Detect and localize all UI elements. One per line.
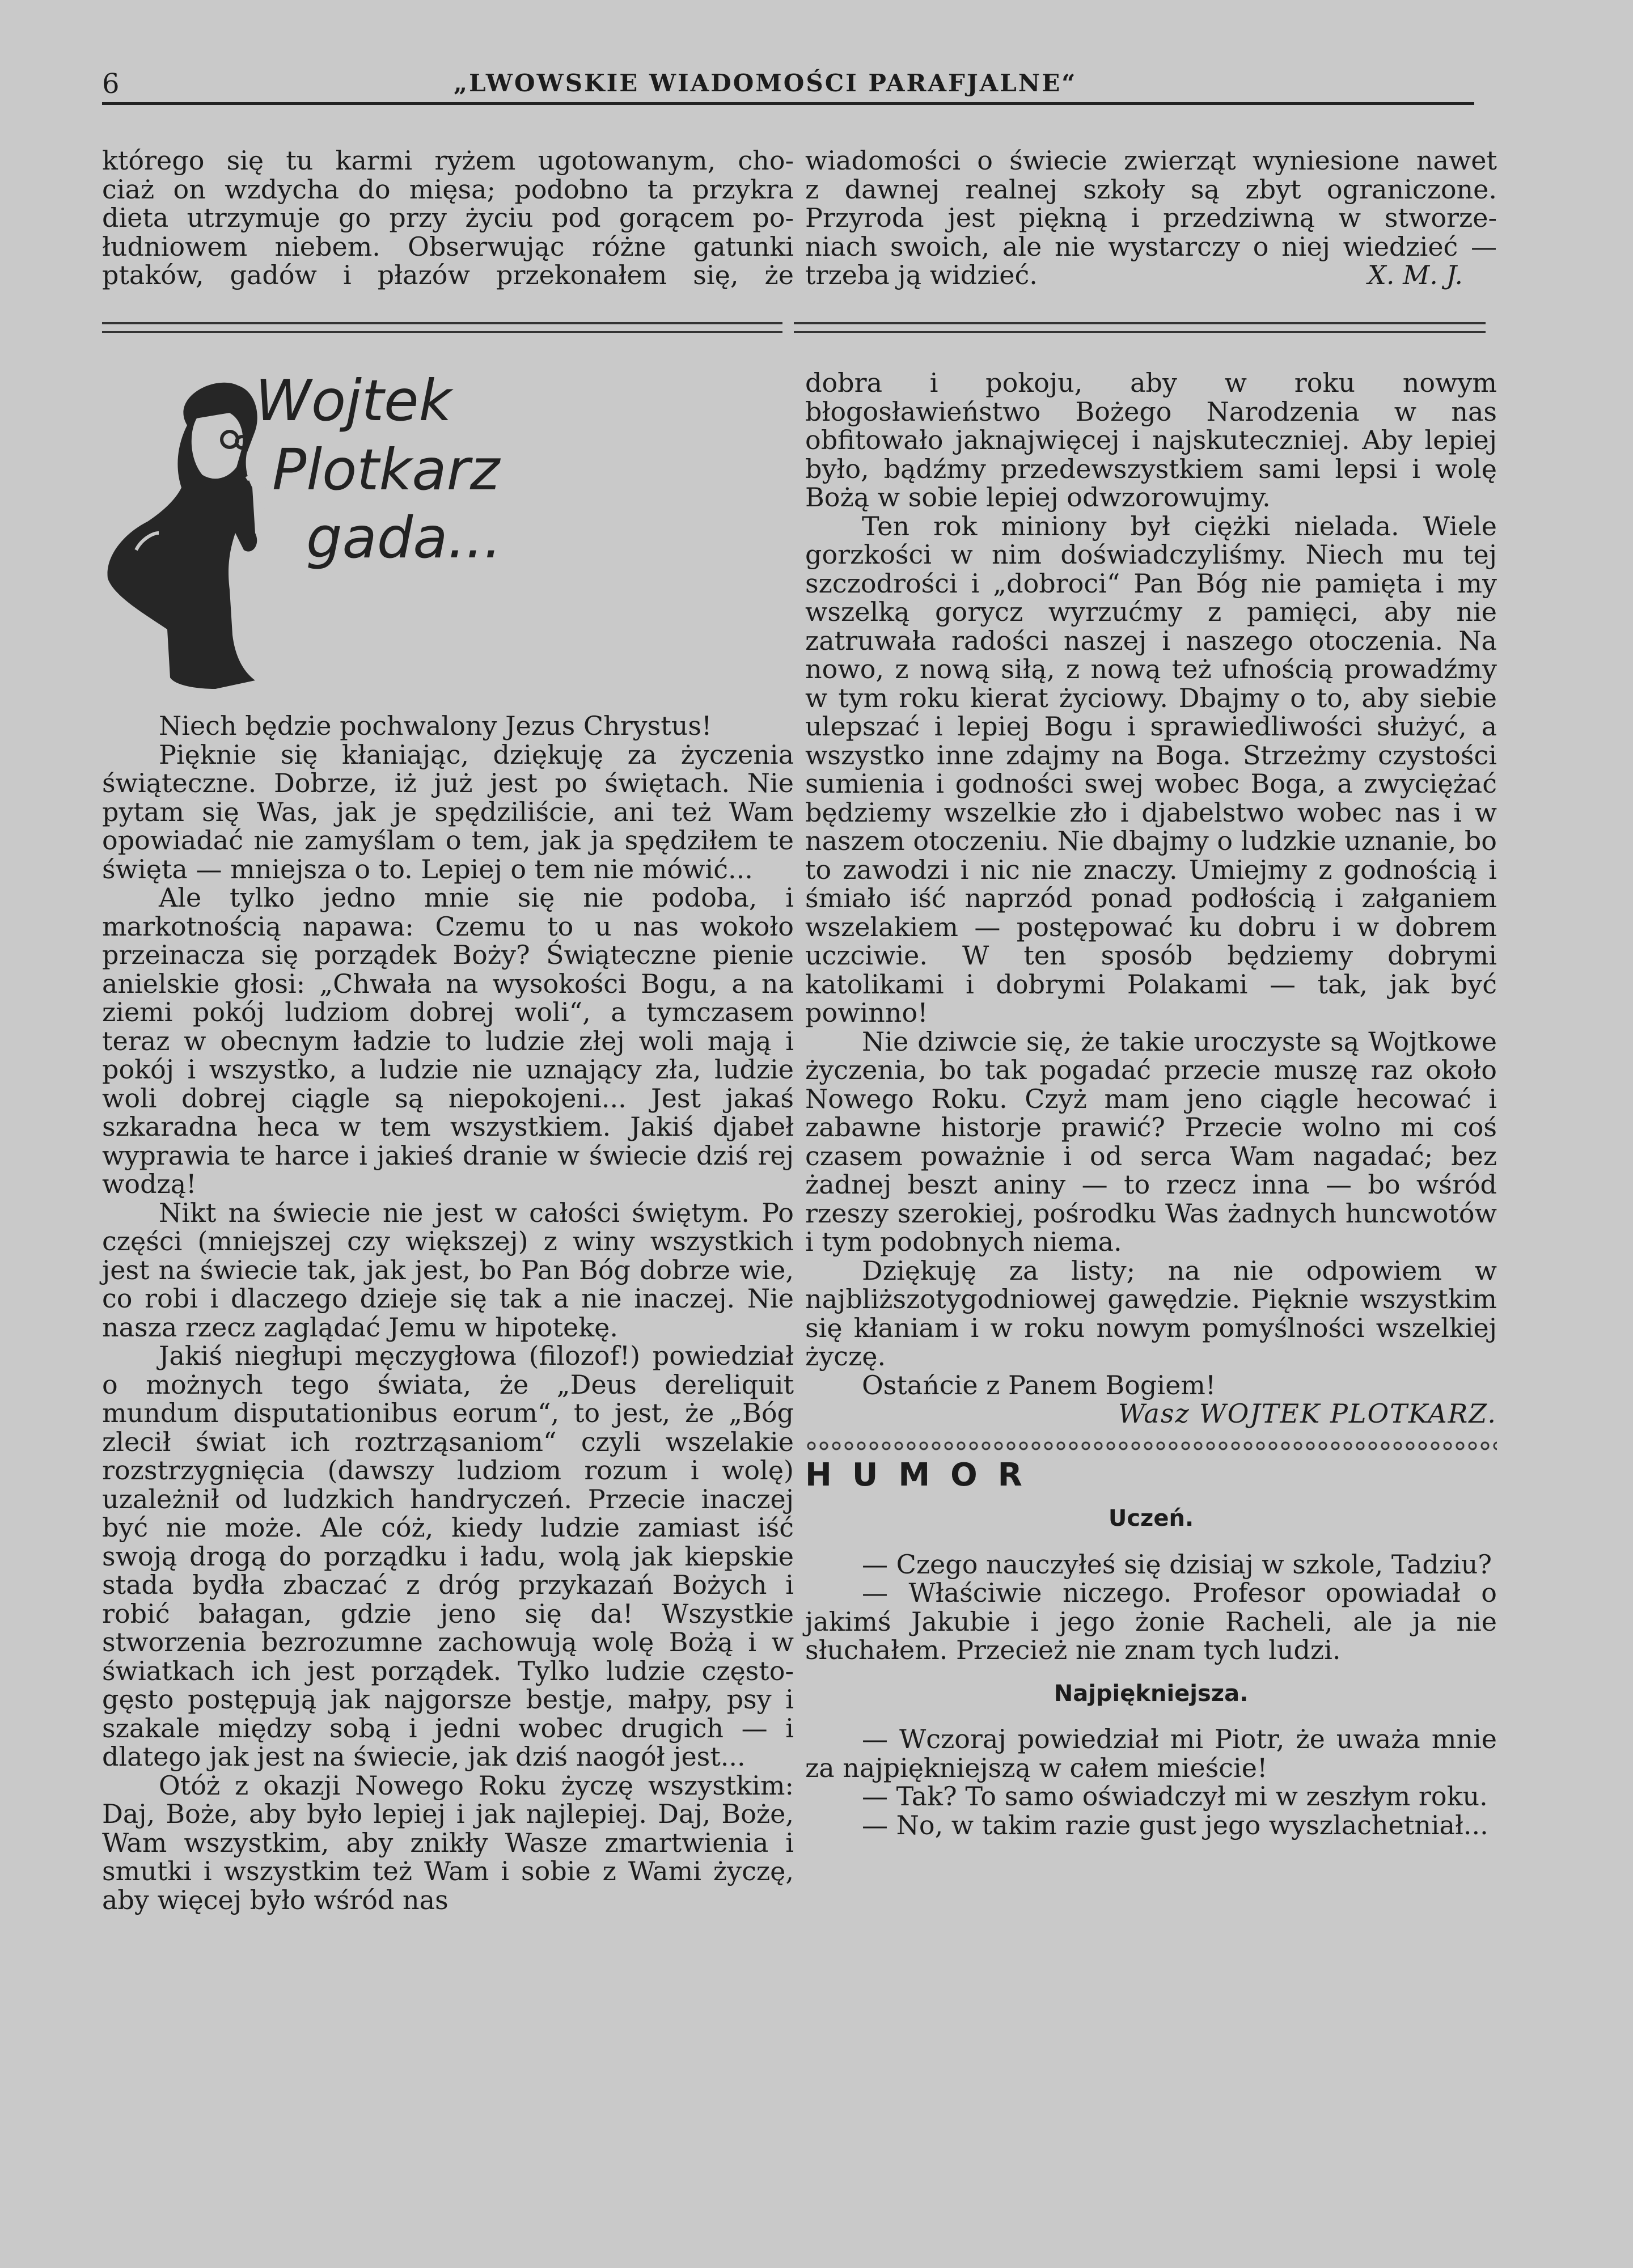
article-paragraph: Niech będzie pochwalony Jezus Chrystus! <box>159 710 712 741</box>
ornamental-divider <box>805 1441 1497 1451</box>
text-line <box>805 261 1497 290</box>
article-title-line-1: Wojtek <box>255 367 452 434</box>
joke-title: Uczeń. <box>1108 1505 1194 1531</box>
joke-line: — Czego nauczyłeś się dzisiaj w szkole, Tadziu? <box>862 1548 1492 1580</box>
article-paragraph: Ten rok miniony był ciężki nielada. Wiele gorzkości w nim doświadczyliśmy. Niech mu tej szczodrości i „dobroci“ Pan Bóg nie pamięta i my wszelką gorycz wyrzućmy z pamięci, aby nie zatruwała radości naszej i naszego otoczenia. Na nowo, z nową siłą, z nową też ufnością prowadźmy w tym roku kierat życiowy. Dbajmy o to, aby siebie ulepszać i lepiej Bogu i sprawiedliwości służyć, a wszystko inne zdajmy na Boga. Strzeżmy czystości sumienia i godności swej wobec Boga, a zwyciężać będziemy wszelkie zło i djabelstwo wobec nas i w naszem otoczeniu. Nie dbajmy o ludzkie uznanie, bo to zawodzi i nic nie znaczy. Umiejmy z godnością i śmiało iść naprzód ponad podłością i załganiem wszelakiem — postępować ku dobru i w dobrem uczciwie. W ten sposób będziemy dobrymi katolikami i dobrymi Polakami — tak, jak być powinno! <box>805 510 1497 1028</box>
joke-line: — No, w takim razie gust jego wyszlachetniał... <box>862 1809 1488 1840</box>
previous-article-signature: X. M. J. <box>1368 260 1463 290</box>
text-line: którego się tu karmi ryżem ugotowanym, cho- <box>102 145 794 176</box>
text-line: ciaż on wzdycha do mięsa; podobno ta przykra <box>102 174 794 205</box>
article-right-column <box>805 369 1497 1839</box>
text-line-content: trzeba ją widzieć. <box>805 260 1038 290</box>
joke-title: Najpiękniejsza. <box>1054 1680 1249 1707</box>
joke-line: — Właściwie niczego. Profesor opowiadał o jakimś Jakubie i jego żonie Racheli, ale ja nie słuchałem. Przecież nie znam tych ludzi. <box>805 1577 1497 1665</box>
page-header <box>102 23 1474 108</box>
article-paragraph: Jakiś niegłupi męczygłowa (filozof!) powiedział o możnych tego świata, że „Deus dereliquit mundum disputationibus eorum“, to jest, że „Bóg zlecił świat ich roztrząsaniom“ czyli wszelakie rozstrzygnięcia (dawszy ludziom rozum i wolę) uzależnił od ludzkich handryczeń. Przecie inaczej być nie może. Ale cóż, kiedy ludzie zamiast iść swoją drogą do porządku i ładu, wolą jak kiepskie stada bydła zbaczać z dróg przykazań Bożych i robić bałagan, gdzie jeno się da! Wszystkie stworzenia bezrozumne zachowują wolę Bożą i w światkach ich jest porządek. Tylko ludzie często-gęsto postępują jak najgorsze bestje, małpy, psy i szakale między sobą i jedni wobec drugich — i dlatego jak jest na świecie, jak dziś naogół jest... <box>102 1340 794 1772</box>
text-line: Przyroda jest piękną i przedziwną w stworze- <box>805 202 1497 233</box>
text-line: niach swoich, ale nie wystarczy o niej wiedzieć — <box>805 231 1497 262</box>
joke-line: — Wczoraj powiedział mi Piotr, że uważa mnie za najpiękniejszą w całem mieście! <box>805 1724 1497 1783</box>
text-line: ptaków, gadów i płazów przekonałem się, że <box>102 260 794 290</box>
joke-line: — Tak? To samo oświadczył mi w zeszłym roku. <box>862 1781 1488 1812</box>
article-paragraph: dobra i pokoju, aby w roku nowym błogosławieństwo Bożego Narodzenia w nas obfitowało jaknajwięcej i najskuteczniej. Aby lepiej było, bądźmy przedewszystkiem sami lepsi i wolę Bożą w sobie lepiej odwzorowujmy. <box>805 367 1497 513</box>
previous-article-left-column <box>102 146 794 290</box>
page-number: 6 <box>102 68 120 100</box>
publication-title: „LWOWSKIE WIADOMOŚCI PARAFJALNE“ <box>454 69 1077 97</box>
section-divider <box>794 322 1486 333</box>
text-line: wiadomości o świecie zwierząt wyniesione nawet <box>805 145 1497 176</box>
article-paragraph: Nikt na świecie nie jest w całości świętym. Po części (mniejszej czy większej) z winy wszystkich jest na świecie tak, jak jest, bo Pan Bóg dobrze wie, co robi i dlaczego dzieje się tak a nie inaczej. Nie nasza rzecz zaglądać Jemu w hipotekę. <box>102 1197 794 1343</box>
humor-section-title: HUMOR <box>805 1456 1043 1493</box>
article-title-line-2: Plotkarz <box>272 437 500 503</box>
article-title-line-3: gada... <box>306 505 502 571</box>
article-left-column <box>102 712 794 1914</box>
article-signature: Wasz WOJTEK PLOTKARZ. <box>1118 1398 1497 1429</box>
section-divider <box>102 322 782 333</box>
article-paragraph: Nie dziwcie się, że takie uroczyste są Wojtkowe życzenia, bo tak pogadać przecie muszę raz około Nowego Roku. Czyż mam jeno ciągle hecować i zabawne historje prawić? Przecie wolno mi coś czasem poważnie i od serca Wam nagadać; bez żadnej beszt aniny — to rzecz inna — bo wśród rzeszy szerokiej, pośrodku Was żadnych huncwotów i tym podobnych niema. <box>805 1026 1497 1257</box>
article-paragraph: Otóż z okazji Nowego Roku życzę wszystkim: Daj, Boże, aby było lepiej i jak najlepiej. Daj, Boże, Wam wszystkim, aby znikły Wasze zmartwienia i smutki i wszystkim też Wam i sobie z Wami życzę, aby więcej było wśród nas <box>102 1770 794 1915</box>
article-paragraph: Pięknie się kłaniając, dziękuję za życzenia świąteczne. Dobrze, iż już jest po świętach. Nie pytam się Was, jak je spędziliście, ani też Wam opowiadać nie zamyślam o tem, jak ja spędziłem te święta — mniejsza o to. Lepiej o tem nie mówić... <box>102 739 794 885</box>
article-paragraph: Ale tylko jedno mnie się nie podoba, i markotnością napawa: Czemu to u nas wokoło przeinacza się porządek Boży? Świąteczne pienie anielskie głosi: „Chwała na wysokości Bogu, a na ziemi pokój ludziom dobrej woli“, a tymczasem teraz w obecnym ładzie to ludzie złej woli mają i pokój i wszystko, a ludzie nie uznający zła, ludzie woli dobrej ciągle są niepokojeni... Jest jakaś szkaradna heca w tem wszystkiem. Jakiś djabeł wyprawia te harce i jakieś dranie w świecie dziś rej wodzą! <box>102 882 794 1199</box>
article-paragraph: Dziękuję za listy; na nie odpowiem w najbliższotygodniowej gawędzie. Pięknie wszystkim się kłaniam i w roku nowym pomyślności wszelkiej życzę. <box>805 1255 1497 1372</box>
previous-article-right-column <box>805 146 1497 290</box>
text-line: z dawnej realnej szkoły są zbyt ograniczone. <box>805 174 1497 205</box>
text-line: łudniowem niebem. Obserwując różne gatunki <box>102 231 794 262</box>
article-closing: Ostańcie z Panem Bogiem! <box>862 1369 1216 1400</box>
text-line: dieta utrzymuje go przy życiu pod gorącem po- <box>102 202 794 233</box>
header-rule <box>102 102 1474 105</box>
